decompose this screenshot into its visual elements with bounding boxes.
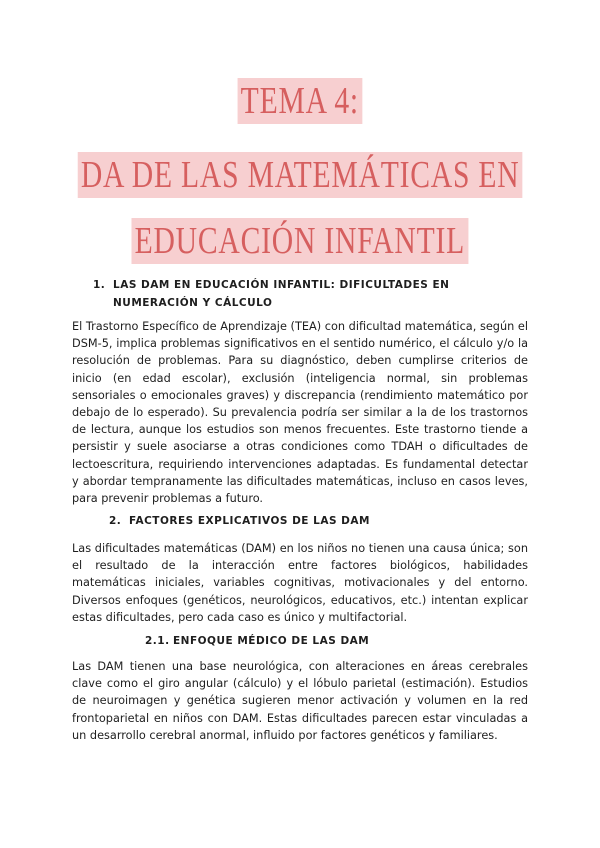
section-1-title: LAS DAM EN EDUCACIÓN INFANTIL: DIFICULTADES EN NUMERACIÓN Y CÁLCULO (113, 279, 450, 309)
title-line-2: DA DE LAS MATEMÁTICAS EN (78, 152, 523, 198)
section-2-number: 2. (109, 515, 122, 527)
section-2-title: FACTORES EXPLICATIVOS DE LAS DAM (129, 515, 370, 527)
section-2-body: Las dificultades matemáticas (DAM) en los niños no tienen una causa única; son el resultado de la interacción entre factores biológicos, habilidades matemáticas iniciales, variables cognitivas, motivacionales y del entorno. Diversos enfoques (genéticos, neurológicos, educativos, etc.) intentan explicar estas dificultades, pero cada caso es único y multifactorial. (72, 542, 528, 624)
section-1-number: 1. (93, 279, 106, 291)
section-1-body: El Trastorno Específico de Aprendizaje (TEA) con dificultad matemática, según el DSM-5, implica problemas significativos en el sentido numérico, el cálculo y/o la resolución de problemas. Para su diagnóstico, deben cumplirse criterios de inicio (en edad escolar), exclusión (inteligencia normal, sin problemas sensoriales o emocionales graves) y discrepancia (rendimiento matemático por debajo de lo esperado). Su prevalencia podría ser similar a la de los trastornos de lectura, aunque los estudios son menos frecuentes. Este trastorno tiende a persistir y suele asociarse a otras condiciones como TDAH o dificultades de lectoescritura, requiriendo intervenciones adaptadas. Es fundamental detectar y abordar tempranamente las dificultades matemáticas, incluso en casos leves, para prevenir problemas a futuro. (72, 320, 528, 506)
section-2-1-heading (145, 632, 445, 650)
section-2-1-number: 2.1. (145, 635, 170, 647)
section-2-heading (109, 512, 409, 530)
section-2-1-title: ENFOQUE MÉDICO DE LAS DAM (173, 635, 370, 647)
title-line-1: TEMA 4: (238, 78, 363, 124)
title-line-3: EDUCACIÓN INFANTIL (132, 218, 469, 264)
section-1-heading (93, 276, 533, 312)
section-2-1-body: Las DAM tienen una base neurológica, con alteraciones en áreas cerebrales clave como el giro angular (cálculo) y el lóbulo parietal (estimación). Estudios de neuroimagen y genética sugieren menor activación y volumen en la red frontoparietal en niños con DAM. Estas dificultades parecen estar vinculadas a un desarrollo cerebral anormal, influido por factores genéticos y familiares. (72, 660, 528, 742)
